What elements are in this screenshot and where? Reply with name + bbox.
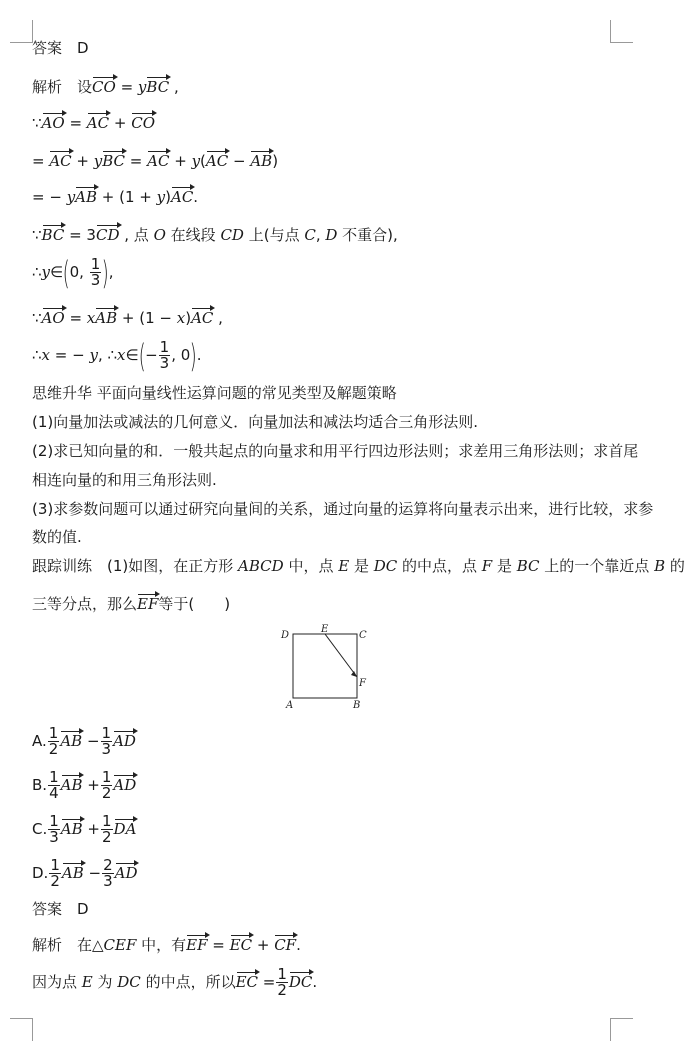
square-figure bbox=[278, 622, 368, 712]
solution-line-7: ∵AO = xAB + (1 − x)AC , bbox=[32, 309, 223, 327]
label-B: B bbox=[353, 700, 361, 711]
summary-point-3-cont: 数的值. bbox=[32, 528, 82, 546]
solution-2-line-2: 因为点 E 为 DC 的中点，所以EC = $\frac{1}{2}$ DC. bbox=[32, 965, 318, 999]
solution-line-3: = AC + yBC = AC + y(AC − AB) bbox=[32, 152, 279, 170]
summary-point-2-cont: 相连向量的和用三角形法则. bbox=[32, 471, 217, 489]
summary-point-2: (2)求已知向量的和．一般共起点的向量求和用平行四边形法则；求差用三角形法则；求首尾 bbox=[32, 442, 639, 460]
label-E: E bbox=[321, 624, 329, 635]
summary-point-1: (1)向量加法或减法的几何意义．向量加法和减法均适合三角形法则. bbox=[32, 413, 479, 431]
option-c: C. $\frac{1}{3}$ AB + $\frac{1}{2}$ DA bbox=[32, 812, 137, 846]
answer-line-1: 答案 D bbox=[32, 39, 89, 57]
solution-line-5: ∵BC = 3CD , 点 O 在线段 CD 上(与点 C, D 不重合), bbox=[32, 226, 398, 244]
option-b: B. $\frac{1}{4}$ AB + $\frac{1}{2}$ AD bbox=[32, 768, 137, 802]
answer-line-2: 答案 D bbox=[32, 900, 89, 918]
crop-mark-top-right bbox=[610, 20, 633, 43]
solution-line-1: 解析 设CO = yBC , bbox=[32, 78, 179, 96]
solution-line-2: ∵AO = AC + CO bbox=[32, 114, 155, 132]
label-D: D bbox=[281, 630, 290, 641]
label-C: C bbox=[359, 630, 367, 641]
summary-point-3: (3)求参数问题可以通过研究向量间的关系，通过向量的运算将向量表示出来，进行比较，求参 bbox=[32, 500, 654, 518]
exercise-line-1: 跟踪训练 (1)如图，在正方形 ABCD 中，点 E 是 DC 的中点，点 F 是 BC 上的一个靠近点 B 的 bbox=[32, 557, 685, 575]
solution-line-4: = − yAB + (1 + y)AC. bbox=[32, 188, 199, 206]
solution-line-6: ∴y∈(0, $\frac{1}{3}$ ), bbox=[32, 253, 114, 292]
solution-2-line-1: 解析 在△CEF 中，有EF = EC + CF. bbox=[32, 936, 301, 954]
exercise-line-2: 三等分点，那么EF等于( ) bbox=[32, 595, 231, 613]
crop-mark-bottom-left bbox=[10, 1018, 33, 1041]
label-A: A bbox=[286, 700, 294, 711]
label-F: F bbox=[359, 678, 366, 689]
option-d: D. $\frac{1}{2}$ AB − $\frac{2}{3}$ AD bbox=[32, 856, 138, 890]
option-a: A. $\frac{1}{2}$ AB − $\frac{1}{3}$ AD bbox=[32, 724, 136, 758]
summary-heading: 思维升华 平面向量线性运算问题的常见类型及解题策略 bbox=[32, 384, 397, 402]
crop-mark-bottom-right bbox=[610, 1018, 633, 1041]
crop-mark-top-left bbox=[10, 20, 33, 43]
solution-line-8: ∴x = − y, ∴x∈(− $\frac{1}{3}$ , 0). bbox=[32, 336, 202, 375]
